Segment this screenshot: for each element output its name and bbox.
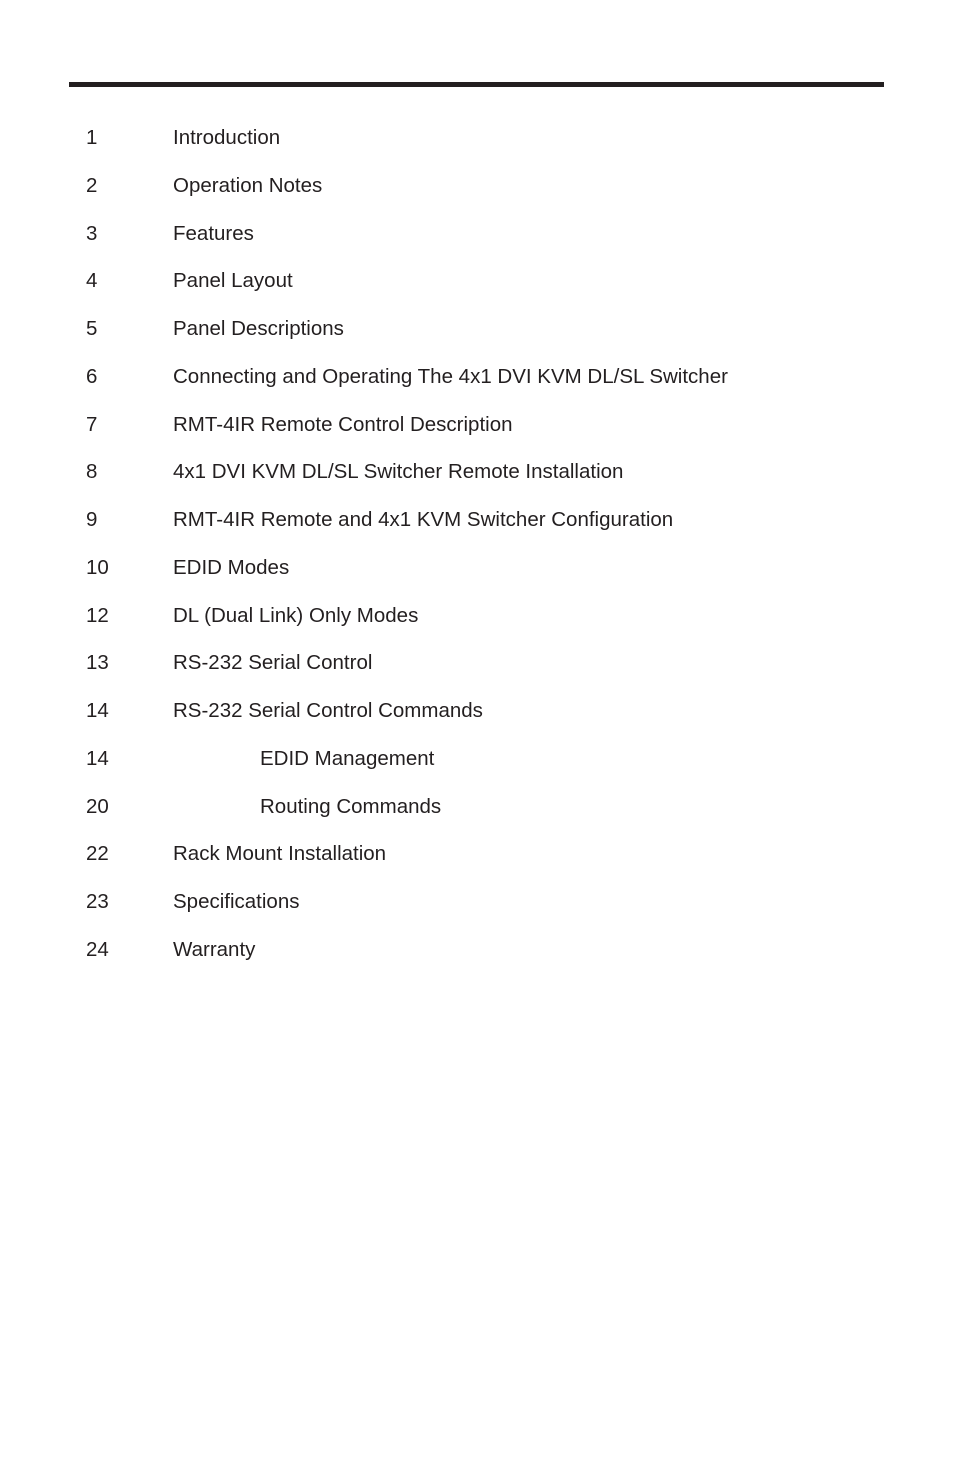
- toc-entry-remote-control-description[interactable]: [0, 401, 954, 449]
- toc-title: Connecting and Operating The 4x1 DVI KVM DL/SL Switcher: [173, 364, 728, 388]
- toc-page-number: 3: [86, 221, 98, 245]
- toc-title: EDID Modes: [173, 555, 290, 579]
- toc-page-number: 23: [86, 890, 109, 913]
- toc-entry-dual-link-only-modes[interactable]: [0, 592, 954, 640]
- toc-subentry-edid-management[interactable]: [0, 735, 954, 783]
- toc-page-number: 8: [86, 460, 98, 484]
- header-rule: [69, 82, 884, 87]
- toc-title: RMT-4IR Remote Control Description: [173, 412, 513, 436]
- toc-entry-specifications[interactable]: [0, 878, 954, 926]
- toc-page-number: 13: [86, 651, 109, 675]
- toc-entry-serial-control-commands[interactable]: [0, 687, 954, 735]
- toc-entry-connecting-and-operating[interactable]: [0, 353, 954, 401]
- toc-title: 4x1 DVI KVM DL/SL Switcher Remote Installation: [173, 460, 624, 484]
- toc-subentry-routing-commands[interactable]: [0, 783, 954, 831]
- toc-title: DL (Dual Link) Only Modes: [173, 603, 419, 627]
- toc-title: Features: [173, 221, 254, 245]
- toc-page-number: 5: [86, 317, 98, 340]
- toc-entry-features[interactable]: [0, 210, 954, 258]
- toc-title: Rack Mount Installation: [173, 842, 387, 866]
- toc-entry-rack-mount-installation[interactable]: [0, 830, 954, 878]
- toc-title: Panel Layout: [173, 269, 293, 293]
- toc-page-number: 4: [86, 269, 98, 293]
- toc-title: Panel Descriptions: [173, 317, 344, 340]
- toc-entry-warranty[interactable]: [0, 926, 954, 974]
- toc-title: Introduction: [173, 126, 281, 149]
- toc-title: RS-232 Serial Control: [173, 651, 373, 675]
- toc-entry-operation-notes[interactable]: [0, 162, 954, 210]
- toc-title: Specifications: [173, 890, 300, 913]
- toc-page-number: 2: [86, 173, 98, 197]
- toc-page-number: 7: [86, 412, 98, 436]
- toc-entry-remote-installation[interactable]: [0, 448, 954, 496]
- toc-title: EDID Management: [260, 746, 435, 770]
- toc-title: RMT-4IR Remote and 4x1 KVM Switcher Configuration: [173, 508, 674, 531]
- table-of-contents: [0, 114, 954, 974]
- toc-page-number: 14: [86, 699, 109, 722]
- toc-page-number: 6: [86, 364, 98, 388]
- toc-page-number: 1: [86, 126, 98, 149]
- toc-entry-remote-configuration[interactable]: [0, 496, 954, 544]
- toc-page-number: 14: [86, 746, 109, 770]
- toc-page-number: 10: [86, 555, 109, 579]
- toc-page-number: 12: [86, 603, 109, 627]
- toc-page-number: 20: [86, 794, 109, 818]
- toc-title: Operation Notes: [173, 173, 323, 197]
- toc-entry-serial-control[interactable]: [0, 639, 954, 687]
- toc-page-number: 24: [86, 937, 109, 961]
- toc-page-number: 22: [86, 842, 109, 866]
- toc-entry-panel-descriptions[interactable]: [0, 305, 954, 353]
- toc-title: RS-232 Serial Control Commands: [173, 699, 483, 722]
- toc-entry-introduction[interactable]: [0, 114, 954, 162]
- toc-entry-panel-layout[interactable]: [0, 257, 954, 305]
- toc-page-number: 9: [86, 508, 98, 531]
- toc-title: Warranty: [173, 937, 256, 961]
- toc-title: Routing Commands: [260, 794, 442, 818]
- toc-entry-edid-modes[interactable]: [0, 544, 954, 592]
